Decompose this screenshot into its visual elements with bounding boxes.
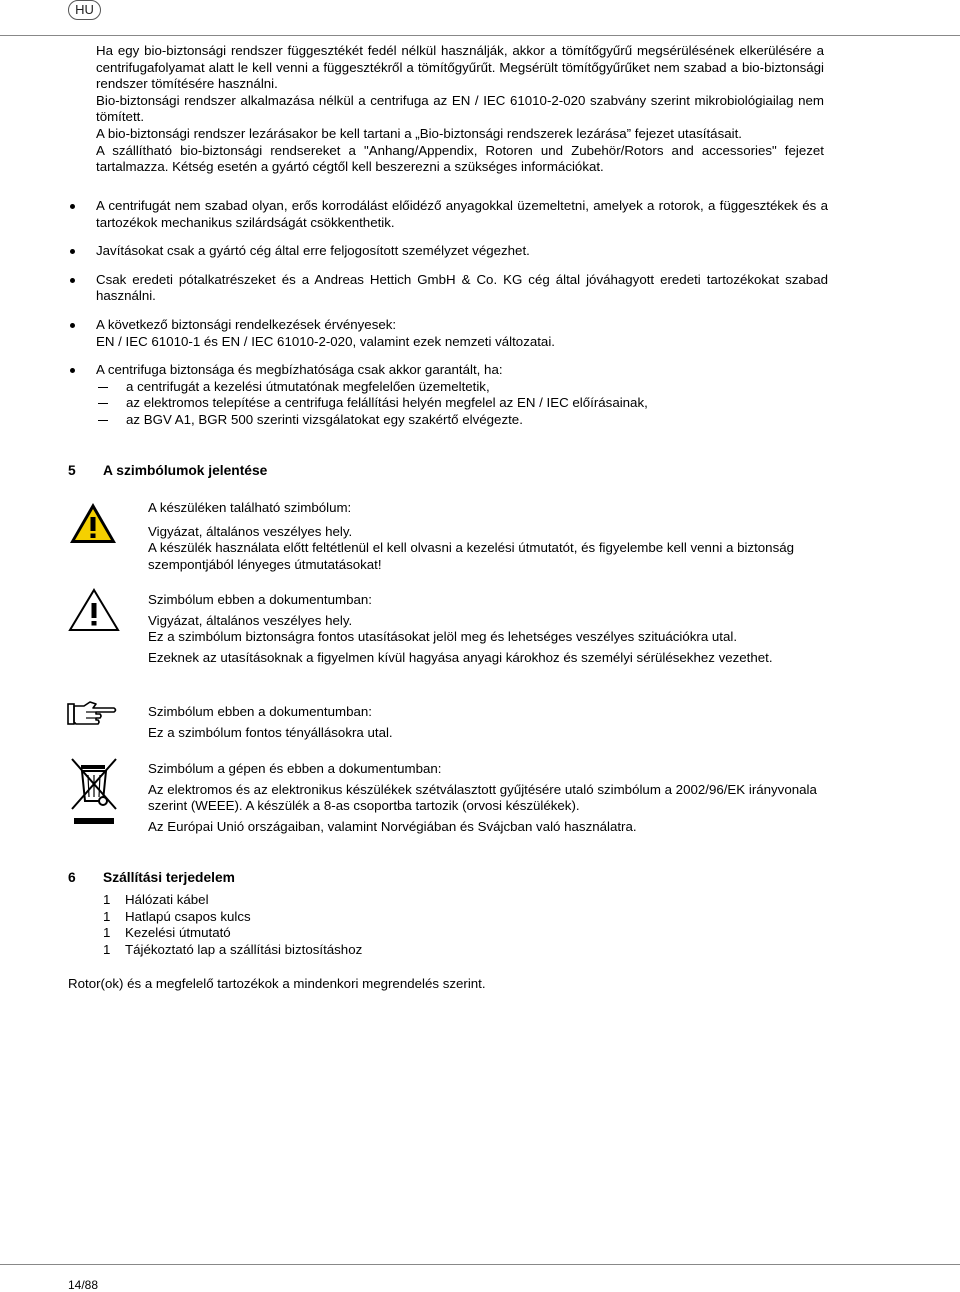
section-5-heading [68, 463, 267, 478]
section-title: A szimbólumok jelentése [103, 463, 268, 478]
symbol-1-line: A készülék használata előtt feltétlenül el kell olvasni a kezelési útmutatót, és figyelembe kell venni a biztonság szempontjából lényeges útmutatásokat! [148, 540, 795, 572]
dash-item [68, 379, 828, 396]
footer-divider [0, 1264, 960, 1265]
symbol-3-line: Ez a szimbólum fontos tényállásokra utal. [148, 724, 393, 740]
dash-item [68, 412, 828, 429]
item-label: Kezelési útmutató [125, 925, 231, 941]
bullet-text: A következő biztonsági rendelkezések érvényesek: [96, 316, 397, 332]
bullet-icon [70, 249, 75, 254]
section-number: 6 [68, 870, 76, 885]
bullet-item [68, 198, 828, 231]
bullet-icon [70, 368, 75, 373]
bullet-item [68, 362, 828, 428]
section-6-heading [68, 870, 235, 885]
symbol-4-line: Az elektromos és az elektronikus készülékek szétválasztott gyűjtésére utaló szimbólum a 2002/96/EK irányvonala szerint (WEEE). A készülék a 8-as csoportba tartozik (orvosi készülékek). [148, 781, 817, 814]
symbol-3-heading: Szimbólum ebben a dokumentumban: [148, 704, 372, 719]
symbol-3-description [148, 704, 828, 741]
symbol-2-heading: Szimbólum ebben a dokumentumban: [148, 592, 372, 607]
intro-paragraph-1: Ha egy bio-biztonsági rendszer függesztékét fedél nélkül használják, akkor a tömítőgyűrű megsérülésének elkerülésére a centrifugafolyamat alatt le kell venni a függesztékről a tömítőgyűrűt. Megsérült tömítőgyűrűket nem szabad a bio-biztonsági rendszer tömítésére használni. [96, 43, 824, 92]
item-quantity: 1 [103, 892, 111, 907]
dash-item [68, 395, 828, 412]
bullet-text: A centrifugát nem szabad olyan, erős korrodálást előidéző anyagokkal üzemeltetni, amelyek a rotorok, a függesztékek és a tartozékok mechanikus szilárdságát csökkenthetik. [96, 198, 828, 230]
list-item [103, 892, 362, 909]
item-quantity: 1 [103, 925, 111, 941]
delivery-note: Rotor(ok) és a megfelelő tartozékok a mindenkori megrendelés szerint. [68, 976, 486, 991]
item-label: Hálózati kábel [125, 892, 209, 907]
bullet-item [68, 272, 828, 305]
warning-triangle-outline-icon [68, 588, 120, 637]
intro-block [96, 43, 824, 176]
bullet-text: A centrifuga biztonsága és megbízhatósága csak akkor garantált, ha: [96, 362, 503, 378]
symbol-1-description [148, 500, 828, 573]
dash-text: az elektromos telepítése a centrifuga felállítási helyén megfelel az EN / IEC előírásainak, [126, 395, 648, 411]
dash-icon [98, 387, 108, 388]
bullet-icon [70, 323, 75, 328]
intro-paragraph-2: Bio-biztonsági rendszer alkalmazása nélkül a centrifuga az EN / IEC 61010-2-020 szabvány szerint mikrobiológiailag nem tömített. [96, 92, 824, 125]
item-label: Hatlapú csapos kulcs [125, 908, 251, 924]
symbol-4-description [148, 761, 828, 835]
symbol-4-line: Az Európai Unió országaiban, valamint Norvégiában és Svájcban való használatra. [148, 818, 637, 834]
bullet-icon [70, 204, 75, 209]
section-title: Szállítási terjedelem [103, 870, 235, 885]
safety-bullet-list [68, 198, 828, 441]
dash-icon [98, 403, 108, 404]
section-number: 5 [68, 463, 76, 478]
symbol-1-heading: A készüléken található szimbólum: [148, 500, 352, 515]
item-quantity: 1 [103, 941, 111, 957]
language-badge: HU [68, 0, 101, 20]
bullet-text: EN / IEC 61010-1 és EN / IEC 61010-2-020, valamint ezek nemzeti változatai. [96, 333, 555, 349]
item-label: Tájékoztató lap a szállítási biztosításhoz [125, 941, 363, 957]
bullet-icon [70, 278, 75, 283]
crossed-out-bin-icon [68, 757, 120, 832]
warning-triangle-filled-icon [68, 501, 118, 550]
dash-text: az BGV A1, BGR 500 szerinti vizsgálatokat egy szakértő elvégezte. [126, 411, 523, 427]
list-item [103, 925, 362, 942]
symbol-1-line: Vigyázat, általános veszélyes hely. [148, 523, 353, 539]
pointing-hand-icon [66, 700, 118, 733]
symbol-2-line: Vigyázat, általános veszélyes hely. [148, 612, 353, 628]
symbol-2-line: Ez a szimbólum biztonságra fontos utasításokat jelöl meg és lehetséges veszélyes szituációkra utal. [148, 629, 738, 645]
item-quantity: 1 [103, 908, 111, 924]
bullet-text: Javításokat csak a gyártó cég által erre feljogosított személyzet végezhet. [96, 243, 530, 259]
dash-icon [98, 420, 108, 421]
intro-paragraph-4: A szállítható bio-biztonsági rendsereket a "Anhang/Appendix, Rotoren und Zubehör/Rotors and accessories" fejezet tartalmazza. Kétség esetén a gyártó cégtől kell beszerezni a szükséges információkat. [96, 142, 824, 175]
intro-paragraph-3: A bio-biztonsági rendszer lezárásakor be kell tartani a „Bio-biztonsági rendszerek lezárása” fejezet utasításait. [96, 125, 742, 141]
header-divider [0, 35, 960, 36]
list-item [103, 942, 362, 959]
list-item [103, 909, 362, 926]
delivery-scope-list [103, 892, 362, 958]
bullet-item [68, 243, 828, 260]
symbol-2-line: Ezeknek az utasításoknak a figyelmen kívül hagyása anyagi károkhoz és személyi sérülésekhez vezethet. [148, 649, 773, 665]
dash-text: a centrifugát a kezelési útmutatónak megfelelően üzemeltetik, [126, 378, 490, 394]
page-number: 14/88 [68, 1278, 99, 1292]
symbol-4-heading: Szimbólum a gépen és ebben a dokumentumban: [148, 761, 442, 776]
bullet-item [68, 317, 828, 350]
symbol-2-description [148, 592, 828, 666]
bullet-text: Csak eredeti pótalkatrészeket és a Andreas Hettich GmbH & Co. KG cég által jóváhagyott eredeti tartozékokat szabad használni. [96, 271, 828, 304]
